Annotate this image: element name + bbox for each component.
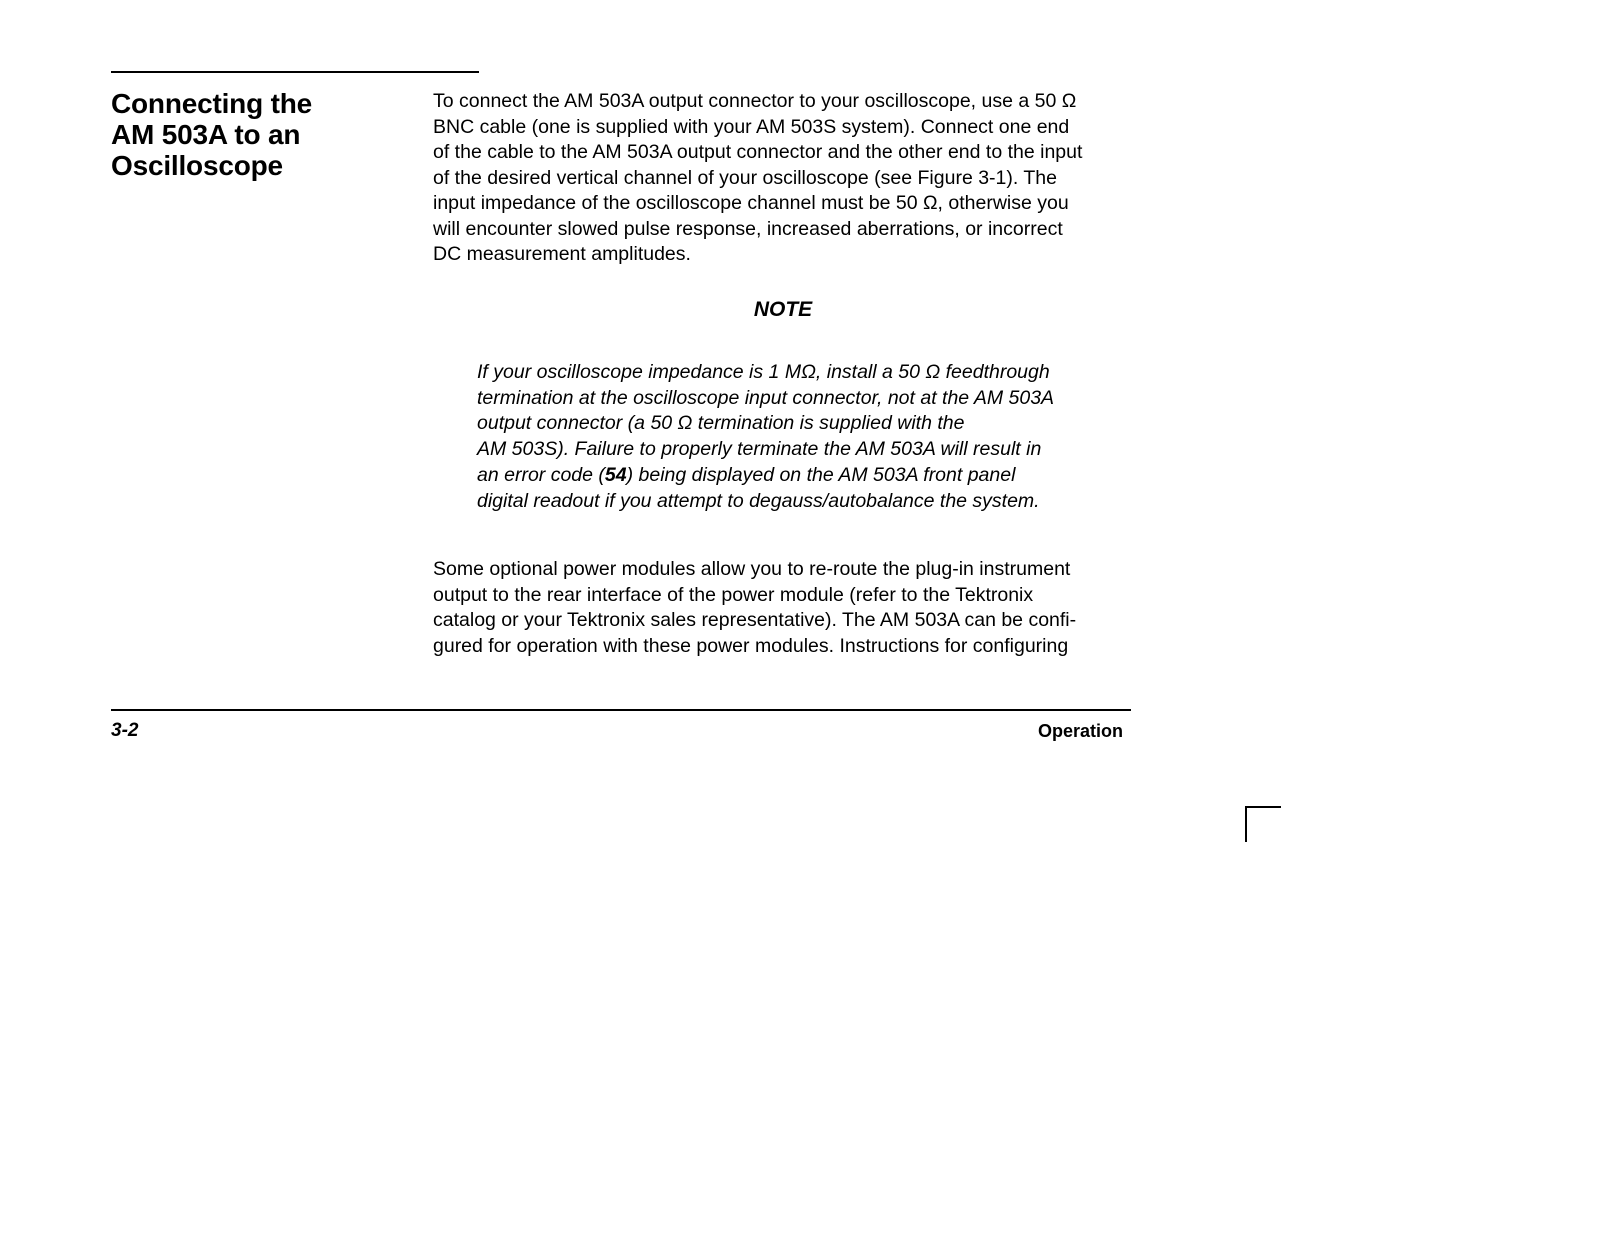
note-body (477, 360, 1117, 514)
paragraph-line: To connect the AM 503A output connector to your oscilloscope, use a 50 Ω (433, 90, 1077, 112)
note-line: termination at the oscilloscope input connector, not at the AM 503A (477, 386, 1055, 409)
footer-section-title: Operation (1037, 721, 1123, 741)
heading-line: Oscilloscope (111, 150, 283, 181)
paragraph-line: Some optional power modules allow you to re-route the plug-in instrument (433, 558, 1071, 580)
section-heading (111, 88, 411, 181)
error-code: 54 (604, 463, 627, 486)
note-text: ) being displayed on the AM 503A front panel (626, 463, 1016, 486)
power-module-paragraph (433, 557, 1133, 659)
paragraph-line: output to the rear interface of the power module (refer to the Tektronix (433, 583, 1034, 606)
heading-top-rule (111, 71, 479, 73)
note-text: an error code ( (477, 463, 605, 486)
note-title: NOTE (753, 298, 813, 321)
intro-paragraph (433, 89, 1133, 268)
page-number: 3-2 (111, 720, 139, 741)
paragraph-line: DC measurement amplitudes. (433, 243, 691, 265)
paragraph-line: will encounter slowed pulse response, increased aberrations, or incorrect (433, 217, 1063, 240)
note-line: If your oscilloscope impedance is 1 MΩ, install a 50 Ω feedthrough (477, 361, 1050, 383)
note-line: digital readout if you attempt to degauss/autobalance the system. (477, 489, 1040, 512)
paragraph-line: catalog or your Tektronix sales representative). The AM 503A can be confi- (433, 609, 1077, 631)
paragraph-line: BNC cable (one is supplied with your AM 503S system). Connect one end (433, 115, 1070, 138)
note-line: output connector (a 50 Ω termination is supplied with the (477, 412, 965, 435)
paragraph-line: gured for operation with these power modules. Instructions for configuring (433, 634, 1069, 657)
note-line-error-code (477, 463, 1117, 489)
footer-rule (111, 709, 1131, 711)
paragraph-line: input impedance of the oscilloscope channel must be 50 Ω, otherwise you (433, 192, 1069, 214)
paragraph-line: of the cable to the AM 503A output connector and the other end to the input (433, 141, 1083, 163)
crop-mark (1245, 806, 1281, 842)
heading-line: Connecting the (111, 88, 312, 119)
note-line: AM 503S). Failure to properly terminate the AM 503A will result in (477, 438, 1042, 461)
paragraph-line: of the desired vertical channel of your oscilloscope (see Figure 3-1). The (433, 166, 1057, 189)
heading-line: AM 503A to an (111, 119, 301, 150)
